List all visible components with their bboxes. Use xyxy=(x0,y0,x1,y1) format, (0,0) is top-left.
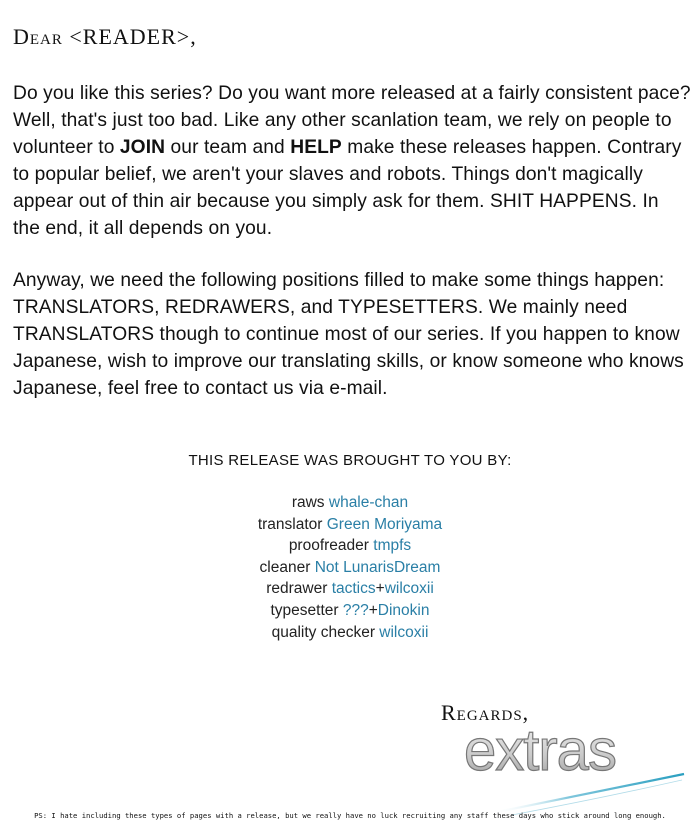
salutation: Dear <READER>, xyxy=(13,24,197,49)
credit-separator: + xyxy=(375,580,385,598)
credit-role: quality checker xyxy=(271,623,375,641)
credit-name: whale-chan xyxy=(328,494,409,511)
credit-name: Green Moriyama xyxy=(326,515,443,533)
credit-row xyxy=(0,600,700,622)
credit-name: Not LunarisDream xyxy=(314,558,441,576)
credit-separator: + xyxy=(368,601,378,619)
paragraph-recruitment-intro xyxy=(13,80,691,242)
credit-name: ??? xyxy=(342,601,369,619)
help-emphasis: HELP xyxy=(290,137,342,158)
credit-row xyxy=(0,535,700,557)
paragraph-text: make these releases happen. Contrary to popular belief, we aren't your slaves and robots. Things don't magically appear out of thin air because you simply ask for them. SHIT HAPPENS. In the end, it all depends on you. xyxy=(13,137,682,239)
paragraph-text: our team and xyxy=(165,137,291,158)
ps-note: PS: I hate including these types of pages with a release, but we really have no luck recruiting any staff these days who stick around long enough. xyxy=(34,811,666,820)
logo-swoosh-thin xyxy=(512,780,682,815)
paragraph-text: Do you like this series? Do you want more released at a fairly consistent pace? Well, that's just too bad. Like any other scanlation team, we rely on people to volunteer to xyxy=(13,83,691,158)
credit-name: Dinokin xyxy=(377,601,430,619)
credit-role: typesetter xyxy=(270,601,339,619)
credit-role: cleaner xyxy=(259,558,311,576)
credit-row xyxy=(0,557,700,579)
credit-row xyxy=(0,514,700,536)
paragraph-positions-needed: Anyway, we need the following positions filled to make some things happen: TRANSLATORS, REDRAWERS, and TYPESETTERS. We mainly need TRANSLATORS though to continue most of our series. If you happen to know Japanese, wish to improve our translating skills, or know someone who knows Japanese, feel free to contact us via e-mail. xyxy=(13,270,684,399)
credit-row xyxy=(0,622,700,644)
credits-list xyxy=(0,492,700,643)
credit-role: proofreader xyxy=(288,537,369,555)
credit-name: wilcoxii xyxy=(379,623,429,641)
join-emphasis: JOIN xyxy=(119,137,166,158)
credits-heading: THIS RELEASE WAS BROUGHT TO YOU BY: xyxy=(188,452,512,469)
credit-name: tmpfs xyxy=(373,537,412,555)
credit-row xyxy=(0,578,700,600)
credit-role: redrawer xyxy=(266,580,328,598)
regards-signoff: Regards, xyxy=(441,700,530,725)
credit-role: raws xyxy=(291,494,325,511)
credit-name: wilcoxii xyxy=(384,580,434,598)
credit-row xyxy=(0,492,700,514)
extras-logo xyxy=(462,718,688,818)
credit-name: tactics xyxy=(331,580,376,598)
logo-text: extras xyxy=(464,718,616,783)
credit-role: translator xyxy=(257,515,323,533)
